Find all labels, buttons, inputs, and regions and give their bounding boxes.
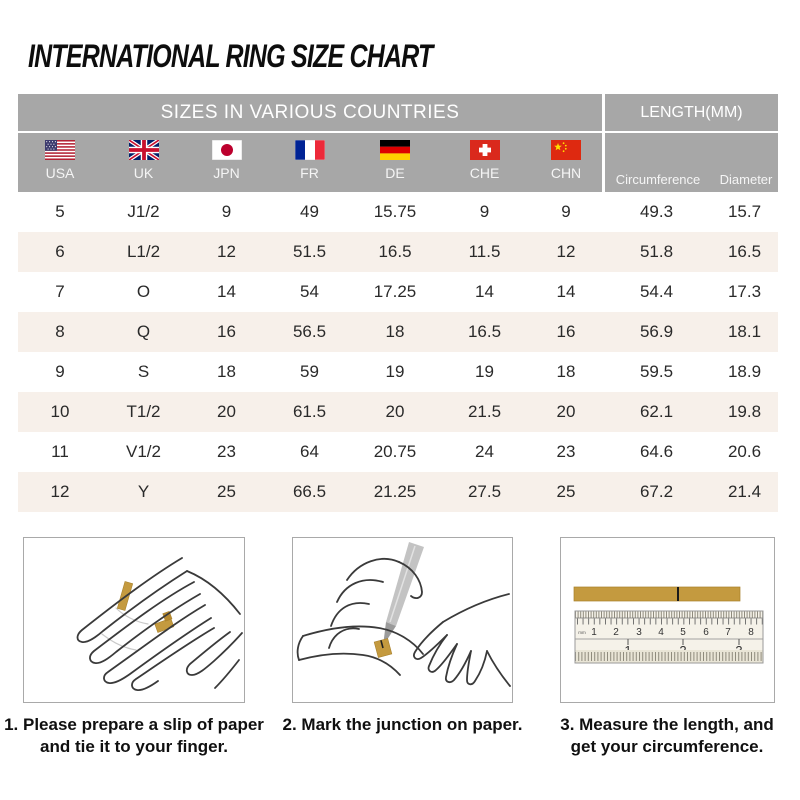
table-row: [18, 232, 778, 272]
column-header-fr: [268, 133, 351, 192]
hand-with-paper-strip-icon: [24, 538, 243, 701]
table-row: [18, 352, 778, 392]
country-label: JPN: [213, 165, 240, 181]
ruler-number: 6: [703, 627, 709, 638]
ruler-icon: [561, 538, 773, 701]
step1-caption: [0, 714, 268, 758]
table-cell: 67.2: [639, 482, 674, 501]
table-cell: 16.5: [378, 242, 412, 261]
table-cell: 9: [221, 202, 232, 221]
ruler-number: 4: [658, 627, 664, 638]
country-label: CHN: [550, 165, 582, 181]
step-caption-line: and tie it to your finger.: [40, 737, 228, 756]
page-title: INTERNATIONAL RING SIZE CHART: [28, 38, 433, 74]
step-caption-line: 3. Measure the length, and: [560, 715, 774, 734]
length-section-header: LENGTH(MM): [640, 103, 743, 121]
column-header-jpn: [185, 133, 268, 192]
flag-japan-icon: [212, 140, 242, 160]
table-row: [18, 392, 778, 432]
table-cell: 51.8: [639, 242, 674, 261]
table-cell: T1/2: [126, 402, 161, 421]
table-cell: 54: [300, 282, 319, 301]
table-row: [18, 472, 778, 512]
table-cell: 14: [556, 282, 576, 301]
ruler-unit-label: mm: [578, 630, 586, 635]
country-label: USA: [45, 165, 75, 181]
table-cell: 8: [55, 322, 65, 341]
table-cell: 20.6: [727, 442, 762, 461]
flag-usa-icon: [45, 140, 75, 160]
ruler-number: 2: [613, 627, 619, 638]
table-cell: 64.6: [639, 442, 674, 461]
table-cell: L1/2: [126, 242, 161, 261]
table-cell: 27.5: [467, 482, 502, 501]
table-cell: 12: [217, 242, 236, 261]
table-cell: 9: [479, 202, 490, 221]
column-header-uk: [102, 133, 185, 192]
column-header-usa: [18, 133, 102, 192]
step2-caption: [280, 714, 525, 736]
table-cell: 51.5: [292, 242, 327, 261]
table-cell: 24: [475, 442, 494, 461]
ruler-number: 7: [725, 627, 731, 638]
table-cell: 56.5: [292, 322, 327, 341]
step2-illustration: [292, 537, 513, 703]
sizes-section-header: SIZES IN VARIOUS COUNTRIES: [160, 101, 460, 123]
step-caption-line: 2. Mark the junction on paper.: [282, 715, 523, 734]
ruler-number: 8: [748, 627, 754, 638]
table-cell: 59.5: [639, 362, 674, 381]
table-cell: 15.7: [727, 202, 762, 221]
step3-caption: [547, 714, 787, 758]
column-header-che: [439, 133, 530, 192]
table-cell: 7: [55, 282, 65, 301]
table-row: [18, 312, 778, 352]
table-cell: 15.75: [373, 202, 417, 221]
table-cell: 23: [556, 442, 576, 461]
table-cell: 54.4: [639, 282, 674, 301]
table-cell: V1/2: [126, 442, 161, 461]
table-cell: 25: [217, 482, 236, 501]
table-cell: 20.75: [373, 442, 417, 461]
table-cell: 17.3: [727, 282, 762, 301]
table-row: [18, 192, 778, 232]
table-cell: 11: [51, 442, 69, 461]
table-cell: 59: [300, 362, 319, 381]
table-cell: 9: [561, 202, 571, 221]
table-cell: 18: [217, 362, 236, 381]
table-row: [18, 272, 778, 312]
table-cell: 49: [300, 202, 319, 221]
table-cell: 18: [556, 362, 576, 381]
table-cell: 56.9: [639, 322, 674, 341]
step-caption-line: get your circumference.: [570, 737, 764, 756]
table-cell: Y: [137, 482, 150, 501]
table-cell: 62.1: [639, 402, 674, 421]
table-cell: 12: [556, 242, 576, 261]
table-cell: 16: [556, 322, 576, 341]
flag-france-icon: [295, 140, 325, 160]
size-table-body: [18, 192, 778, 512]
flag-uk-icon: [129, 140, 159, 160]
table-cell: 25: [556, 482, 576, 501]
table-cell: 19: [475, 362, 494, 381]
table-cell: 21.4: [727, 482, 762, 501]
column-header-de: [351, 133, 439, 192]
ruler-number: 1: [591, 627, 597, 638]
table-cell: 21.5: [467, 402, 502, 421]
table-cell: 23: [217, 442, 236, 461]
table-cell: 16.5: [467, 322, 502, 341]
table-cell: 11.5: [468, 242, 501, 261]
table-cell: 19: [385, 362, 405, 381]
table-cell: 18: [385, 322, 405, 341]
ruler-number: 5: [680, 627, 686, 638]
table-cell: J1/2: [127, 202, 160, 221]
table-cell: 20: [385, 402, 405, 421]
table-cell: 16: [217, 322, 236, 341]
table-cell: 20: [217, 402, 236, 421]
table-cell: S: [137, 362, 150, 381]
table-cell: 21.25: [373, 482, 417, 501]
table-header: [18, 94, 778, 192]
table-cell: Q: [136, 322, 151, 341]
ruler-number: 3: [636, 627, 642, 638]
table-cell: O: [136, 282, 151, 301]
table-cell: 10: [50, 402, 70, 421]
table-row: [18, 432, 778, 472]
flag-germany-icon: [380, 140, 410, 160]
table-cell: 9: [55, 362, 65, 381]
mark-junction-icon: [293, 538, 511, 701]
table-cell: 20: [556, 402, 576, 421]
table-cell: 49.3: [639, 202, 674, 221]
diameter-column-header: Diameter: [719, 172, 773, 187]
table-cell: 64: [300, 442, 319, 461]
flag-switzerland-icon: [470, 140, 500, 160]
step3-illustration: [560, 537, 775, 703]
step1-illustration: [23, 537, 245, 703]
country-label: DE: [385, 165, 405, 181]
table-cell: 5: [55, 202, 65, 221]
table-cell: 12: [50, 482, 70, 501]
step-caption-line: 1. Please prepare a slip of paper: [4, 715, 264, 734]
column-header-chn: [530, 133, 602, 192]
table-cell: 19.8: [727, 402, 762, 421]
table-cell: 6: [55, 242, 65, 261]
table-cell: 14: [475, 282, 494, 301]
flag-china-icon: [551, 140, 581, 160]
table-cell: 61.5: [292, 402, 327, 421]
table-cell: 18.1: [727, 322, 762, 341]
table-cell: 16.5: [727, 242, 762, 261]
country-label: UK: [133, 165, 154, 181]
circumference-column-header: Circumference: [615, 172, 701, 187]
table-cell: 18.9: [727, 362, 762, 381]
table-cell: 66.5: [292, 482, 327, 501]
country-label: FR: [300, 165, 319, 181]
country-label: CHE: [469, 165, 500, 181]
table-cell: 17.25: [373, 282, 417, 301]
table-cell: 14: [217, 282, 236, 301]
